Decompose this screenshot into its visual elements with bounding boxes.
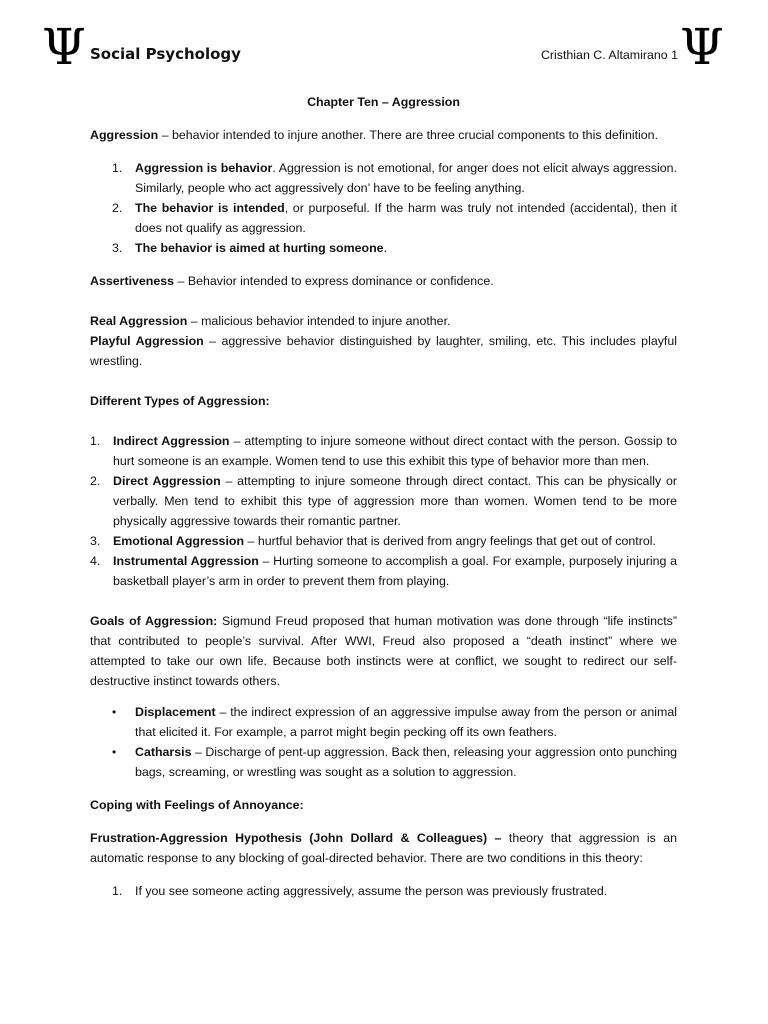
aggression-definition — [90, 125, 677, 145]
list-item — [90, 531, 677, 551]
goals-bullet-list — [90, 702, 677, 782]
item-text: . Aggression is not emotional, for anger does not elicit always aggression. Similarly, people who act aggressively don’ have to be feeling anything. — [135, 161, 677, 195]
definition-text: – aggressive behavior distinguished by laughter, smiling, etc. This includes playful wrestling. — [90, 334, 677, 368]
item-bold: Emotional Aggression — [113, 534, 245, 548]
real-aggression-definition — [90, 311, 677, 331]
list-item — [90, 238, 677, 258]
conditions-list — [90, 881, 677, 901]
term: Goals of Aggression: — [90, 614, 218, 628]
header-author-page: Cristhian C. Altamirano 1 — [540, 48, 678, 62]
list-item — [90, 431, 677, 471]
definition-text: – malicious behavior intended to injure another. — [187, 314, 451, 328]
assertiveness-definition — [90, 271, 677, 291]
item-bold: The behavior is intended — [135, 201, 285, 215]
list-item — [90, 742, 677, 782]
coping-heading — [90, 795, 677, 815]
term: Playful Aggression — [90, 334, 204, 348]
item-bold: Direct Aggression — [113, 474, 221, 488]
list-number: 3. — [112, 241, 123, 255]
term: Assertiveness — [90, 274, 175, 288]
list-number: 1. — [112, 161, 123, 175]
item-bold: Aggression is behavior — [135, 161, 273, 175]
frustration-paragraph — [90, 828, 677, 868]
paragraph-text: Sigmund Freud proposed that human motivation was done through “life instincts” that contributed to people’s survival. After WWI, Freud also proposed a “death instinct” where we attempted to take our own life. Because both instincts were at conflict, we sought to redirect our self-destructive instinct towards others. — [90, 614, 677, 688]
list-number: 3. — [90, 534, 101, 548]
item-text: , or purposeful. If the harm was truly not intended (accidental), then it does not qualify as aggression. — [135, 201, 677, 235]
list-item — [90, 881, 677, 901]
list-item — [90, 158, 677, 198]
term: Aggression — [90, 128, 159, 142]
item-text: – attempting to injure someone without direct contact with the person. Gossip to hurt someone is an example. Women tend to use this exhibit this type of behavior more than men. — [113, 434, 677, 468]
list-item — [90, 702, 677, 742]
item-bold: Displacement — [135, 705, 216, 719]
psi-logo-right: Ψ — [680, 18, 724, 76]
item-text: – the indirect expression of an aggressive impulse away from the person or animal that elicited it. For example, a parrot might begin pecking off its own feathers. — [135, 705, 677, 739]
item-text: – Hurting someone to accomplish a goal. For example, purposely injuring a basketball player’s arm in order to prevent them from playing. — [113, 554, 678, 588]
list-item — [90, 551, 677, 591]
list-item — [90, 471, 677, 531]
heading-text: Different Types of Aggression: — [90, 394, 270, 408]
document-body — [90, 92, 677, 901]
psi-logo-left: Ψ — [42, 18, 86, 76]
item-text: – attempting to injure someone through direct contact. This can be physically or verbally. Men tend to exhibit this type of aggression more than women. Women tend to be more physically aggressive towards their romantic partner. — [113, 474, 677, 528]
item-text: – hurtful behavior that is derived from angry feelings that get out of control. — [244, 534, 656, 548]
types-heading — [90, 391, 677, 411]
list-number: 1. — [112, 884, 123, 898]
components-list — [90, 158, 677, 258]
playful-aggression-definition — [90, 331, 677, 371]
header-title: Social Psychology — [90, 45, 241, 63]
bullet-icon: • — [112, 745, 117, 759]
definition-text: – behavior intended to injure another. There are three crucial components to this definition. — [158, 128, 659, 142]
term: Real Aggression — [90, 314, 188, 328]
list-number: 4. — [90, 554, 101, 568]
bullet-icon: • — [112, 705, 117, 719]
item-bold: Instrumental Aggression — [113, 554, 259, 568]
chapter-title: Chapter Ten – Aggression — [307, 95, 460, 109]
list-number: 2. — [112, 201, 123, 215]
item-bold: Indirect Aggression — [113, 434, 230, 448]
item-bold: Catharsis — [135, 745, 192, 759]
item-text: – Discharge of pent-up aggression. Back then, releasing your aggression onto punching bags, screaming, or wrestling was sought as a solution to aggression. — [135, 745, 677, 779]
definition-text: – Behavior intended to express dominance or confidence. — [174, 274, 494, 288]
list-number: 2. — [90, 474, 101, 488]
goals-paragraph — [90, 611, 677, 691]
list-item — [90, 198, 677, 238]
heading-text: Coping with Feelings of Annoyance: — [90, 798, 304, 812]
item-text: . — [383, 241, 388, 255]
item-text: If you see someone acting aggressively, assume the person was previously frustrated. — [135, 884, 608, 898]
types-list — [90, 431, 677, 591]
term: Frustration-Aggression Hypothesis (John Dollard & Colleagues) – — [90, 831, 502, 845]
list-number: 1. — [90, 434, 101, 448]
item-bold: The behavior is aimed at hurting someone — [135, 241, 384, 255]
paragraph-text: theory that aggression is an automatic response to any blocking of goal-directed behavior. There are two conditions in this theory: — [90, 831, 677, 865]
